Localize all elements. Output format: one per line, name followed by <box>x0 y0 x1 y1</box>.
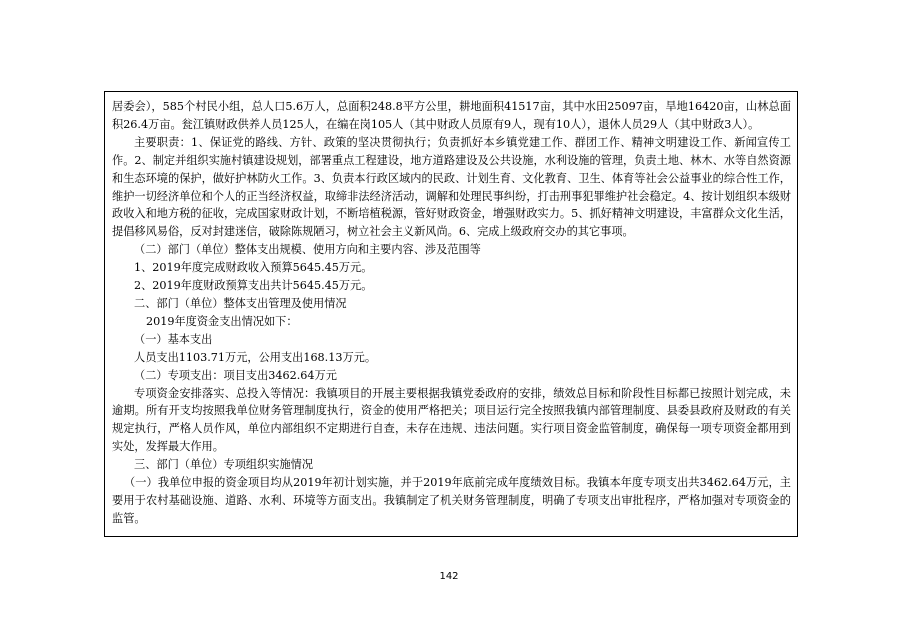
paragraph-implementation-detail: （一）我单位申报的资金项目均从2019年初计划实施，并于2019年底前完成年度绩效目标。我镇本年度专项支出共3462.64万元，主要用于农村基础设施、道路、水利、环境等方面支出。我镇制定了机关财务管理制度，明确了专项支出审批程序，严格加强对专项资金的监管。 <box>112 476 791 525</box>
item-revenue-budget: 1、2019年度完成财政收入预算5645.45万元。 <box>134 261 373 275</box>
paragraph-main-duties: 主要职责：1、保证党的路线、方针、政策的坚决贯彻执行；负责抓好本乡镇党建工作、群团工作、精神文明建设工作、新闻宣传工作。2、制定并组织实施村镇建设规划，部署重点工程建设，地方道路建设及公共设施，水利设施的管理，负责土地、林木、水等自然资源和生态环境的保护，做好护林防火工作。3、负责本行政区域内的民政、计划生育、文化教育、卫生、体育等社会公益事业的综合性工作，维护一切经济单位和个人的正当经济权益，取缔非法经济活动，调解和处理民事纠纷，打击刑事犯罪维护社会稳定。4、按计划组织本级财政收入和地方税的征收，完成国家财政计划，不断培植税源，管好财政资金，增强财政实力。5、抓好精神文明建设，丰富群众文化生活，提倡移风易俗，反对封建迷信，破除陈规陋习，树立社会主义新风尚。6、完成上级政府交办的其它事项。 <box>112 135 791 239</box>
heading-special-expenditure: （二）专项支出：项目支出3462.64万元 <box>134 368 337 382</box>
paragraph-special-funds: 专项资金安排落实、总投入等情况：我镇项目的开展主要根据我镇党委政府的安排，绩效总目标和阶段性目标都已按照计划完成，未逾期。所有开支均按照我单位财务管理制度执行，资金的使用严格把关；项目运行完全按照我镇内部管理制度、县委县政府及财政的有关规定执行，严格人员作风，单位内部组织不定期进行自查，未存在违规、违法问题。实行项目资金监管制度，确保每一项专项资金都用到实处，发挥最大作用。 <box>112 386 791 454</box>
text-basic-expenditure: 人员支出1103.71万元，公用支出168.13万元。 <box>134 350 377 364</box>
item-expenditure-budget: 2、2019年度财政预算支出共计5645.45万元。 <box>134 279 373 293</box>
text-expenditure-intro: 2019年度资金支出情况如下： <box>146 314 298 328</box>
heading-special-implementation: 三、部门（单位）专项组织实施情况 <box>134 458 314 472</box>
heading-expenditure-management: 二、部门（单位）整体支出管理及使用情况 <box>134 296 347 310</box>
page-number: 142 <box>439 571 459 582</box>
heading-overall-expenditure-scale: （二）部门（单位）整体支出规模、使用方向和主要内容、涉及范围等 <box>134 243 481 257</box>
content-frame <box>104 91 798 537</box>
paragraph-intro-continued: 居委会），585个村民小组，总人口5.6万人，总面积248.8平方公里，耕地面积41517亩，其中水田25097亩，旱地16420亩，山林总面积26.4万亩。瓮江镇财政供养人员125人，在编在岗105人（其中财政人员原有9人，现有10人），退休人员29人（其中财政3人）。 <box>112 100 791 131</box>
heading-basic-expenditure: （一）基本支出 <box>134 332 213 346</box>
